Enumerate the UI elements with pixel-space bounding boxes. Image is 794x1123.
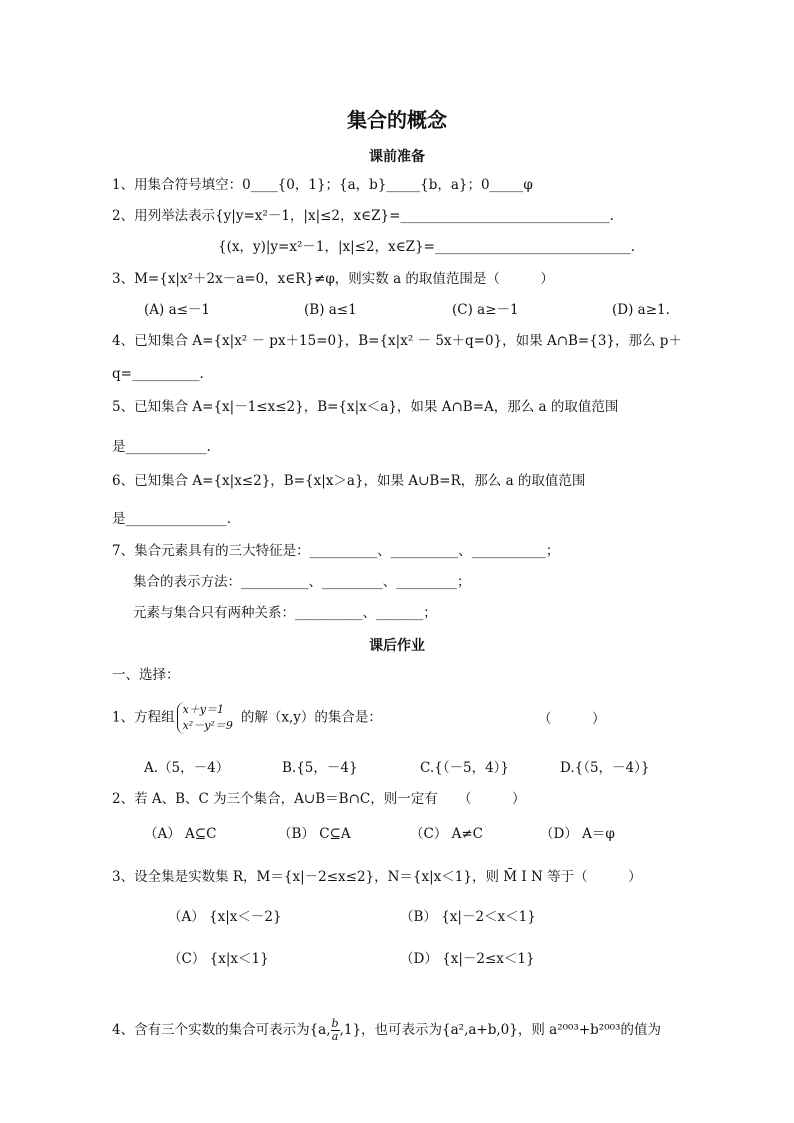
q3-option-c: (C) a≥－1 [452,302,519,318]
q3-option-a: (A) a≤－1 [144,302,211,318]
question-2-line-1: 2、用列举法表示{y|y=x²－1，|x|≤2，x∈Z}=_______________________________. [112,208,614,224]
question-3: 3、M={x|x²＋2x－a=0，x∈R}≠φ，则实数 a 的取值范围是（ ） [112,271,554,287]
question-4-line-2: q=__________. [112,366,204,382]
hq3-option-b: （B） {x|－2＜x＜1} [400,909,536,925]
hq1-option-b: B.{5，－4} [282,760,358,776]
hq1-answer-paren: （ ） [538,711,606,727]
hq2-option-d: （D） A＝φ [540,826,615,842]
question-4-line-1: 4、已知集合 A={x|x² － px＋15=0}，B={x|x² － 5x＋q=0}，如果 A∩B={3}，那么 p＋ [112,333,682,349]
equation-system [177,702,237,734]
hq2-option-a: （A） A⊆C [144,826,217,842]
q3-option-b: (B) a≤1 [304,302,357,318]
hq3-option-c: （C） {x|x＜1} [168,951,269,967]
hq4-suffix: ,1}，也可表示为{a²,a+b,0}，则 a²⁰⁰³+b²⁰⁰³的值为 [339,1022,661,1038]
question-6-line-1: 6、已知集合 A={x|x≤2}，B={x|x＞a}，如果 A∪B=R，那么 a 的取值范围 [112,473,586,489]
question-2-line-2: {(x，y)|y=x²－1，|x|≤2，x∈Z}=_____________________________. [218,239,636,255]
hq1-option-d: D.{（5，－4）} [560,760,650,776]
hq3-option-d: （D） {x|－2≤x＜1} [400,951,535,967]
q3-option-d: (D) a≥1. [612,302,670,318]
equation-1: x＋y＝1 [182,703,225,716]
homework-question-2: 2、若 A、B、C 为三个集合，A∪B＝B∩C，则一定有 （ ） [112,791,526,807]
part-heading-choice: 一、选择： [112,667,180,683]
equation-2: x²－y²＝9 [182,719,233,732]
hq2-option-c: （C） A≠C [410,826,484,842]
page-title: 集合的概念 [347,108,447,132]
homework-question-3: 3、设全集是实数集 R，M＝{x|－2≤x≤2}，N＝{x|x＜1}，则 M̄ I N 等于（ ） [112,869,642,885]
question-5-line-1: 5、已知集合 A={x|－1≤x≤2}，B={x|x＜a}，如果 A∩B=A，那么 a 的取值范围 [112,399,619,415]
question-7-line-2: 集合的表示方法：__________、_________、_________； [133,574,471,590]
question-7-line-1: 7、集合元素具有的三大特征是：__________、__________、___________； [112,543,560,559]
fraction-b-over-a [331,1018,340,1043]
homework-question-4 [112,1018,661,1043]
fraction-denominator: a [331,1030,339,1043]
question-6-line-2: 是_______________. [112,511,232,527]
question-5-line-2: 是____________. [112,439,211,455]
fraction-numerator: b [331,1017,339,1030]
section-heading-homework: 课后作业 [369,638,425,654]
hq2-option-b: （B） C⊆A [278,826,351,842]
hq1-option-a: A.（5，－4） [144,760,230,776]
hq1-prefix: 1、方程组 [112,709,175,726]
homework-question-1 [112,702,382,734]
hq1-suffix: 的解（x,y）的集合是： [240,709,382,726]
question-1: 1、用集合符号填空：0____{0，1}；{a，b}_____{b，a}；0_____φ [112,177,533,193]
hq3-option-a: （A） {x|x＜－2} [168,909,282,925]
hq1-option-c: C.{（－5，4）} [420,760,509,776]
question-7-line-3: 元素与集合只有两种关系：__________、_______； [133,605,437,621]
hq4-prefix: 4、含有三个实数的集合可表示为{a, [112,1022,331,1038]
section-heading-prep: 课前准备 [369,149,425,165]
